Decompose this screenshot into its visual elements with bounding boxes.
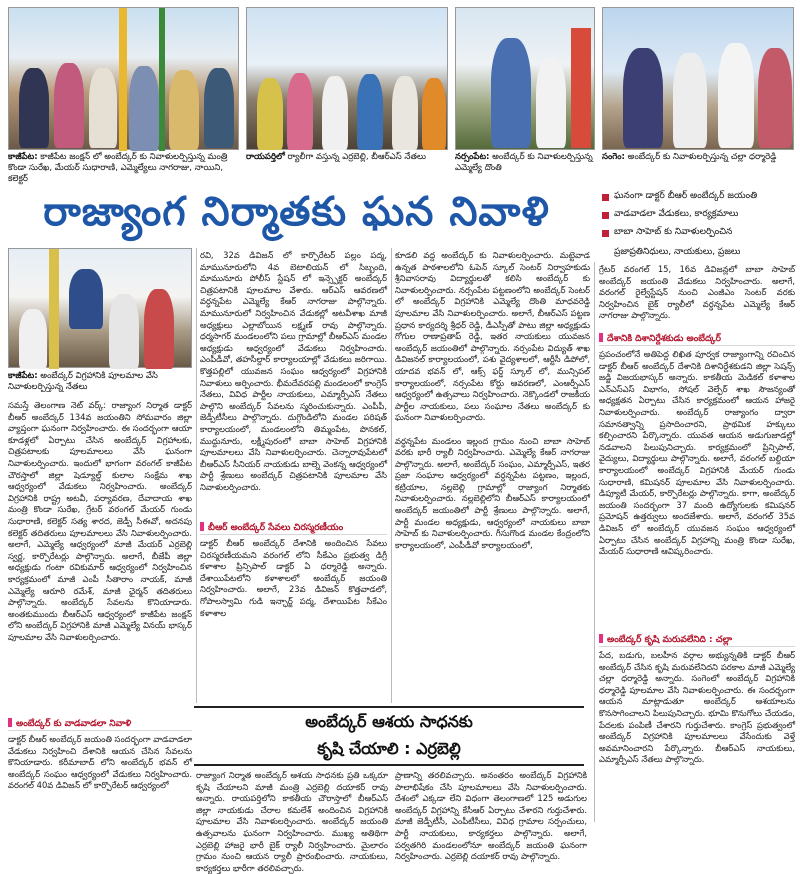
caption-location: కాజీపేట:	[8, 371, 38, 381]
boxed-story-column-left: రాజ్యాంగ నిర్మాత అంబేద్కర్ ఆశయ సాధనకు ప్రతి ఒక్కరూ కృషి చేయాలని మాజీ మంత్రి ఎర్రబెల్లి దయాకర్ రావు అన్నారు. రాయపర్తిలోని కాకతీయ చౌరాస్తాలో బీఆర్ఎస్ జిల్లా నాయకుడు చేరాల కమలేశ్ అందించిన విగ్రహానికి పూలమాల వేసి నివాళులర్పించారు. అంబేద్కర్ జయంతి ఉత్సవాలను ఘనంగా నిర్వహించారు. ముఖ్య అతిథిగా ఎర్రబెల్లి హాజరై భారీ బైక్ ర్యాలీ నిర్వహించారు. మైలారం గ్రామం నుంచి ఆయన ర్యాలీ ప్రారంభించారు. నాయకులు, కార్యకర్తలు భారీగా తరలివచ్చారు.	[196, 770, 388, 873]
bullet-square-icon	[602, 212, 609, 219]
article-column-2: రవి, 32వ డివిజన్ లో కార్పొరేటర్ పల్లం పద్మ, మామునూరులోని 4వ బెటాలియన్ లో సిబ్బంది, మామునూరు పోలీస్ స్టేషన్ లో ఇన్స్పెక్టర్ అంబేద్కర్ చిత్రపటానికి పూలమాల వేశారు. ఆర్ఎస్ ఆవరణలో వర్ధన్నపేట ఎమ్మెల్యే కేఆర్ నాగరాజు పాల్గొన్నారు. మామునూరులో నిర్వహించిన వేడుకల్లో అటవీశాఖ మాజీ అధ్యక్షులు ఎల్లాబోయిన లక్ష్మణ్ రావు పాల్గొన్నారు. ధర్మసాగర్ మండలంలోని పలు గ్రామాల్లో బీఆర్ఎస్ మండల అధ్యక్షుడు ఆధ్వర్యంలో వేడుకలు నిర్వహించారు. ఎంపీడీవో, తహసీల్దార్ కార్యాలయాల్లో వేడుకలు జరిగాయి. కొత్తపల్లిలో యువజన సంఘం ఆధ్వర్యంలో విగ్రహానికి నివాళులు అర్పించారు. భీమదేవరపల్లి మండలంలో కాంగ్రెస్ నేతలు, వివిధ పార్టీల నాయకులు, ఎమ్మార్పీఎస్ నేతలు పాల్గొని అంబేద్కర్ సేవలను స్మరించుకున్నారు. ఎంపీపీ, జెడ్పీటీసీలు పాల్గొన్నారు. దుగ్గొండిలోని మండల పరిషత్ కార్యాలయంలో, మండలంలోని తిమ్మంపేట, పొనకల్, ముద్దునూరు, లక్ష్మీపురంలో బాబా సాహెబ్ విగ్రహానికి పూలమాలలు వేసి నివాళులర్పించారు. చెన్నారావుపేటలో బీఆర్ఎస్ సీనియర్ నాయకుడు బాల్నె వెంకన్న ఆధ్వర్యంలో పార్టీ శ్రేణులు అంబేద్కర్ చిత్రపటానికి పూలమాల వేసి నివాళులర్పించారు.	[200, 250, 387, 492]
caption-text: అంబేద్కర్ విగ్రహానికి పూలమాల వేసి నివాళులర్పిస్తున్న నేతలు	[8, 371, 158, 392]
highlights-box	[600, 188, 798, 244]
photo-kazipet-junction	[8, 7, 239, 150]
caption-text: కాజీపేట జంక్షన్ లో అంబేద్కర్ కు నివాళులర్పిస్తున్న మంత్రి కొండా సురేఖ, మేయర్ సుధారాణి, ఎమ్మెల్యేలు నాగరాజు, నాయిని, కలెక్టర్	[8, 152, 228, 184]
boxed-story-column-right: ప్రాణాన్ని తరలివచ్చారు. అనంతరం అంబేద్కర్ విగ్రహానికి పాలాభిషేకం చేసి పూలమాలలు వేసి నివాళులర్పించారు. దేశంలో ఎక్కడా లేని విధంగా తెలంగాణలో 125 అడుగుల అంబేద్కర్ విగ్రహాన్ని కేసీఆర్ ఏర్పాటు చేశారని గుర్తుచేశారు. మాజీ జెడ్పీటీసీ, ఎంపీటీసీలు, వివిధ గ్రామాల సర్పంచులు, పార్టీ నాయకులు, కార్యకర్తలు పాల్గొన్నారు. అలాగే, పర్వతగిరి మండలంలోనూ అంబేద్కర్ జయంతి ఘనంగా నిర్వహించారు. ఎర్రబెల్లి దయాకర్ రావు పాల్గొన్నారు.	[395, 770, 587, 862]
photo-caption	[602, 152, 794, 176]
boxed-story-title-1: అంబేద్కర్ ఆశయ సాధనకు	[305, 712, 473, 731]
article-column-2b: డాక్టర్ బీఆర్ అంబేద్కర్ దేశానికి అందించిన సేవలు చిరస్మరణీయమని వరంగల్ లోని సీకేఎం ప్రభుత్వ డిగ్రీ కళాశాల ప్రిన్సిపాల్ డాక్టర్ ఏ ధర్మారెడ్డి అన్నారు. దేశాయిపేటలోని కళాశాలలో అంబేద్కర్ జయంతి నిర్వహించారు. అలాగే, 23వ డివిజన్ కొత్తవాడలో, గోపాలస్వామి గుడి ఇన్ఛార్జ్ పద్మ, దేశాయిపేట సీకేఎం కళాశాల	[200, 538, 387, 618]
subheading: బీఆర్ అంబేద్కర్ సేవలు చిరస్మరణీయం	[200, 522, 387, 535]
highlight-item: బాబా సాహెబ్ కు నివాళులర్పించిన	[600, 224, 798, 242]
subheading: దేశానికి దిశానిర్దేశకుడు అంబేద్కర్	[599, 333, 795, 346]
photo-caption	[246, 152, 448, 176]
boxed-story-title-2: కృషి చేయాలి : ఎర్రబెల్లి	[317, 739, 461, 758]
article-column-4c: పేద, బడుగు, బలహీన వర్గాల అభ్యున్నతికి డాక్టర్ బీఆర్ అంబేద్కర్ చేసిన కృషి మరువలేనిదని పరకాల మాజీ ఎమ్మెల్యే చల్లా ధర్మారెడ్డి అన్నారు. సంగెంలో అంబేద్కర్ విగ్రహానికి ధర్మారెడ్డి పూలమాల వేసి నివాళులర్పించారు. ఈ సందర్భంగా ఆయన మాట్లాడుతూ అంబేద్కర్ ఆశయాలను కొనసాగించాలని పిలుపునిచ్చారు. భూమి కొనుగోలు చేయడం, పేదలకు పంపిణీ చేశారని గుర్తుచేశారు. కాంగ్రెస్ ప్రభుత్వంలో అంబేద్కర్ విగ్రహానికి పూలమాలలు వేసేందుకు వెళ్తే అవమానించారని పేర్కొన్నారు. బీఆర్ఎస్ నాయకులు, ఎమ్మార్పీఎస్ నేతలు పాల్గొన్నారు.	[599, 650, 795, 765]
photo-kazipet-statue	[8, 248, 192, 368]
caption-location: రాయపర్తిలో	[246, 152, 285, 162]
caption-text: అంబేద్కర్ కు నివాళులర్పిస్తున్న ఎమ్మెల్యే దొంతి	[455, 152, 593, 173]
highlight-item: ఘనంగా డాక్టర్ బీఆర్ అంబేద్కర్ జయంతి	[600, 188, 798, 206]
caption-location: సంగెం:	[602, 152, 625, 162]
bullet-square-icon	[602, 230, 609, 237]
article-column-4b: ప్రపంచంలోనే అతిపెద్ద లిఖిత పూర్వక రాజ్యాంగాన్ని రచించిన డాక్టర్ బీఆర్ అంబేద్కర్ దేశానికి దిశానిర్దేశకుడని జిల్లా సెషన్స్ జడ్జి విజయభాస్కర్ అన్నారు. కాకతీయ మెడికల్ కళాశాల ఎన్ఎస్ఎస్ విభాగం, సోషల్ వెల్ఫేర్ శాఖ సౌజన్యంతో అధ్యక్షతన ఏర్పాటు చేసిన కార్యక్రమంలో ఆయన హాజరై నివాళులర్పించారు. అంబేద్కర్ రాజ్యాంగం ద్వారా సమానత్వాన్ని ప్రసాదించారని, ప్రాథమిక హక్కులు కల్పించారని పేర్కొన్నారు. యువత ఆయన అడుగుజాడల్లో నడవాలని పిలుపునిచ్చారు. కార్యక్రమంలో ప్రిన్సిపాల్, వైద్యులు, విద్యార్థులు పాల్గొన్నారు. అలాగే, వరంగల్ బల్దియా కార్యాలయంలో అంబేద్కర్ విగ్రహానికి మేయర్ గుండు సుధారాణి, కమిషనర్ పూలమాల వేసి నివాళులర్పించారు. డిప్యూటీ మేయర్, కార్పొరేటర్లు పాల్గొన్నారు. కాగా, అంబేద్కర్ జయంతి సందర్భంగా 37 మంది ఉద్యోగులకు కమిషనర్ ప్రమోషన్ ఉత్తర్వులు అందజేశారు. అలాగే, వరంగల్ 35వ డివిజన్ లో అంబేద్కర్ యువజన సంఘం ఆధ్వర్యంలో ఏర్పాటు చేసిన అంబేద్కర్ విగ్రహాన్ని మంత్రి కొండా సురేఖ, మేయర్ సుధారాణి ఆవిష్కరించారు.	[599, 349, 795, 557]
photo-caption	[8, 371, 192, 395]
article-column-3: కూడలి వద్ద అంబేద్కర్ కు నివాళులర్పించారు. మట్టెవాడ ఉన్నత పాఠశాలలోని ఓపెన్ స్కూల్ సెంటర్ నిర్వాహకుడు శ్రీనివాసరావు విద్యార్థులతో కలిసి అంబేద్కర్ కు నివాళులర్పించారు. నర్సంపేట పట్టణంలోని అంబేద్కర్ సెంటర్ లో అంబేద్కర్ విగ్రహానికి ఎమ్మెల్యే దొంతి మాధవరెడ్డి పూలమాల వేసి నివాళులర్పించారు. అలాగే, బీఆర్ఎస్ పట్టణ ప్రధాన కార్యదర్శి శ్రీధర్ రెడ్డి, డీఎస్పీతో పాటు జిల్లా అధ్యక్షుడు గోగుల రాణాప్రతాప్ రెడ్డి, ఇతర నాయకులు యువజన అంబేద్కర్ జయంతిలో పాల్గొన్నారు. నర్సంపేట విద్యుత్ శాఖ డివిజనల్ కార్యాలయంలో, పశు వైద్యశాలలో, ఆర్టీసీ డిపోలో, యాదవ భవన్ లో, ఆక్స్ ఫర్డ్ స్కూల్ లో, మున్సిపల్ కార్యాలయంలో, నర్సంపేట కోర్టు ఆవరణలో, ఎంఆర్పీఎస్ ఆధ్వర్యంలో ఉత్సవాలు నిర్వహించారు. నెక్కొండలో రాజకీయ పార్టీల నాయకులు, పలు సంఘాల నేతలు అంబేద్కర్ కు ఘనంగా నివాళులర్పించారు. వర్ధన్నపేట మండలం ఇల్లంద గ్రామం నుంచి బాబా సాహెబ్ వరకు భారీ ర్యాలీ నిర్వహించారు. ఎమ్మెల్యే కేఆర్ నాగరాజు పాల్గొన్నారు. అలాగే, అంబేద్కర్ సంఘం, ఎమ్మార్పీఎస్, ఇతర ప్రజా సంఘాల ఆధ్వర్యంలో వర్ధన్నపేట పట్టణం, ఇల్లంద, కట్రియాల, నల్లబెల్లి గ్రామాల్లో రాజ్యాంగ నిర్మాతకు నివాళులర్పించారు. నల్లబెల్లిలోని బీఆర్ఎస్ కార్యాలయంలో అంబేద్కర్ జయంతిలో పార్టీ శ్రేణులు పాల్గొన్నారు. అలాగే, పార్టీ మండల అధ్యక్షుడు, ఆధ్వర్యంలో నాయకులు బాబా సాహెబ్ కు నివాళులర్పించారు. గీసుగొండ మండల కేంద్రంలోని కార్యాలయంలో, ఎంపీడీవో కార్యాలయంలో,	[395, 250, 590, 550]
photo-sangem	[602, 7, 794, 150]
article-column-1: సమస్తే తెలంగాణ నెట్ వర్క్: రాజ్యాంగ నిర్మాత డాక్టర్ బీఆర్ అంబేద్కర్ 134వ జయంతిని సోమవారం జిల్లా వ్యాప్తంగా ఘనంగా నిర్వహించారు. ఈ సందర్భంగా ఆయా కూడళ్లలో ఏర్పాటు చేసిన అంబేద్కర్ విగ్రహాలకు, చిత్రపటాలకు పూలమాలలు వేసి ఘనంగా నివాళులర్పించారు. ఇందులో భాగంగా వరంగల్ కాజీపేట చౌరస్తాలో జిల్లా షెడ్యూల్డ్ కులాల సంక్షేమ శాఖ ఆధ్వర్యంలో వేడుకలు నిర్వహించారు. అంబేద్కర్ విగ్రహానికి రాష్ట్ర అటవీ, పర్యావరణ, దేవాదాయ శాఖ మంత్రి కొండా సురేఖ, గ్రేటర్ వరంగల్ మేయర్ గుండు సుధారాణి, కలెక్టర్ సత్య శారద, జెడ్పీ సీఈవో, అదనపు కలెక్టర్ తదితరులు పూలమాలలు వేసి నివాళులర్పించారు. అలాగే, ఎమ్మెల్యే ఆధ్వర్యంలో మాజీ మేయర్ ఎర్రబెల్లి స్వర్ణ, కార్పొరేటర్లు పాల్గొన్నారు. అలాగే, బీజేపీ జిల్లా అధ్యక్షుడు గంటా రవికుమార్ ఆధ్వర్యంలో నిర్వహించిన కార్యక్రమంలో మాజీ ఎంపీ సీతారాం నాయక్, మాజీ ఎమ్మెల్యే ఆరూరి రమేశ్, మాజీ ఛైర్మన్ తదితరులు పాల్గొన్నారు. అంబేద్కర్ సేవలను కొనియాడారు. అంతకుముందు బీఆర్ఎస్ ఆధ్వర్యంలో కాజీపేట జంక్షన్ లోని అంబేద్కర్ విగ్రహానికి మాజీ ఎమ్మెల్యే వినయ్ భాస్కర్ పూలమాల వేసి నివాళులర్పించారు.	[8, 400, 192, 642]
highlight-item: ప్రజాప్రతినిధులు, నాయకులు, ప్రజలు	[614, 247, 741, 257]
caption-location: కాజీపేట:	[8, 152, 38, 162]
subheading-bar-icon	[599, 634, 603, 643]
caption-location: నర్సంపేట:	[455, 152, 490, 162]
subheading-bar-icon	[599, 333, 603, 342]
photo-narsampet	[455, 7, 595, 150]
caption-text: అంబేద్కర్ కు నివాళులర్పిస్తున్న చల్లా ధర్మారెడ్డి	[627, 152, 777, 162]
photo-rayaparthi-rally	[246, 7, 448, 150]
photo-caption	[8, 152, 239, 186]
subheading-bar-icon	[200, 522, 204, 531]
boxed-story-heading	[194, 706, 584, 766]
caption-text: ర్యాలీగా వస్తున్న ఎర్రబెల్లి, బీఆర్ఎస్ నేతలు	[287, 152, 426, 162]
page-headline: రాజ్యాంగ నిర్మాతకు ఘన నివాళి	[43, 189, 550, 235]
subheading: అంబేద్కర్ కు వాడవాడలా నివాళి	[8, 718, 192, 731]
photo-caption	[455, 152, 595, 176]
article-column-1b: డాక్టర్ బీఆర్ అంబేద్కర్ జయంతి సందర్భంగా వాడవాడలా వేడుకలు నిర్వహించి దేశానికి ఆయన చేసిన సేవలను కొనియాడారు. కరీమాబాద్ లోని అంబేద్కర్ భవన్ లో అంబేద్కర్ సంఘం ఆధ్వర్యంలో వేడుకలు నిర్వహించారు. వరంగల్ 40వ డివిజన్ లో కార్పొరేటర్ ఆధ్వర్యంలో	[8, 734, 192, 791]
subheading: అంబేద్కర్ కృషి మరువలేనిది : చల్లా	[599, 634, 795, 647]
subheading-bar-icon	[8, 718, 12, 727]
bullet-square-icon	[602, 194, 609, 201]
highlight-item: వాడవాడలా వేడుకలు, కార్యక్రమాలు	[600, 206, 798, 224]
article-column-4: గ్రేటర్ వరంగల్ 15, 16వ డివిజన్లలో బాబా సాహెబ్ అంబేద్కర్ జయంతి వేడుకలు నిర్వహించారు. అలాగే, వరంగల్ రైల్వేస్టేషన్ నుంచి ఎంజీఎం సెంటర్ వరకు నిర్వహించిన బైక్ ర్యాలీలో వర్ధన్నపేట ఎమ్మెల్యే కేఆర్ నాగరాజు పాల్గొన్నారు.	[599, 264, 795, 321]
